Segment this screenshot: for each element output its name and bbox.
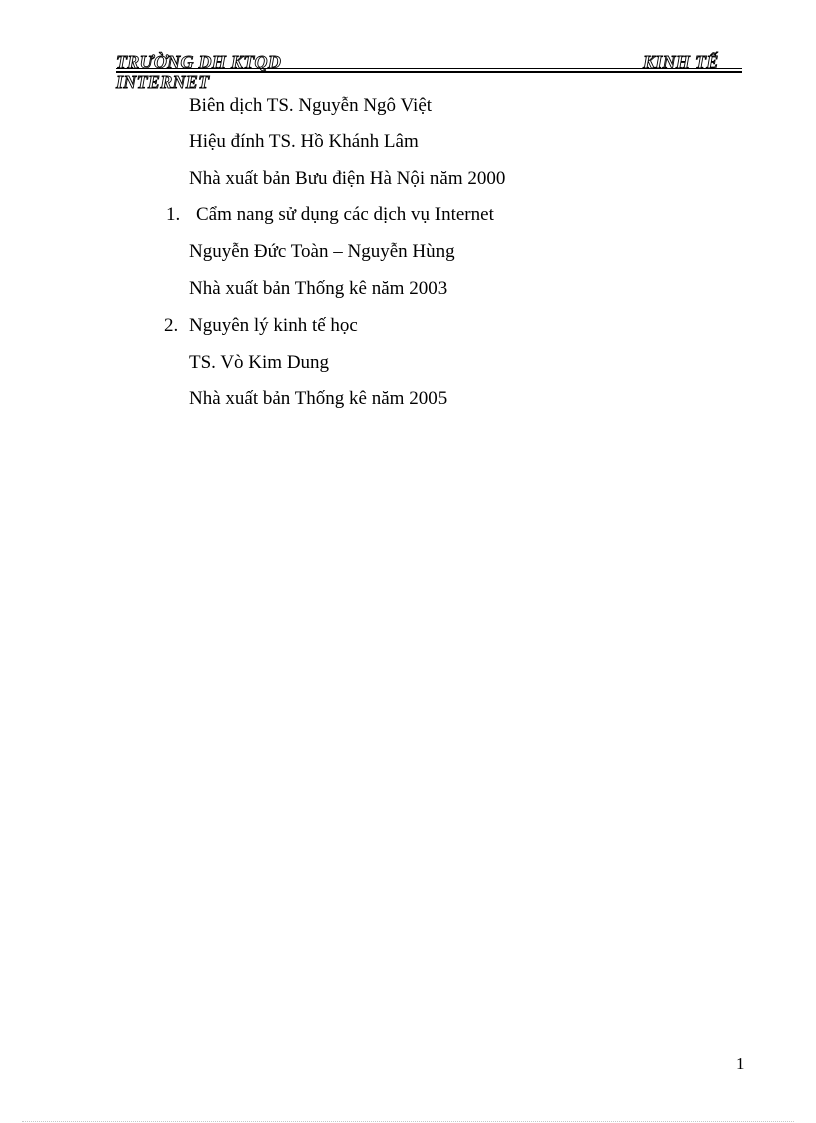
list-number: 1. <box>166 204 181 225</box>
reference-author: TS. Vò Kim Dung <box>189 352 330 373</box>
header-school-name: TRƯỜNG DH KTQD <box>116 52 282 72</box>
reference-authors: Nguyễn Đức Toàn – Nguyễn Hùng <box>189 241 455 262</box>
reference-title: Nguyên lý kinh tế học <box>189 315 358 336</box>
reference-publisher: Nhà xuất bản Bưu điện Hà Nội năm 2000 <box>189 168 506 189</box>
reference-title: Cẩm nang sử dụng các dịch vụ Internet <box>196 204 494 225</box>
reference-translator: Biên dịch TS. Nguyễn Ngô Việt <box>189 95 433 116</box>
page-bottom-divider <box>22 1121 794 1122</box>
reference-editor: Hiệu đính TS. Hồ Khánh Lâm <box>189 131 419 152</box>
header-rule-thick <box>116 71 742 73</box>
header-rule-thin <box>116 68 742 69</box>
reference-publisher: Nhà xuất bản Thống kê năm 2005 <box>189 388 448 409</box>
reference-publisher: Nhà xuất bản Thống kê năm 2003 <box>189 278 448 299</box>
page-number: 1 <box>736 1054 745 1073</box>
header-department: KINH TẾ <box>643 52 719 72</box>
header-subject: INTERNET <box>116 72 210 92</box>
list-number: 2. <box>164 315 179 336</box>
